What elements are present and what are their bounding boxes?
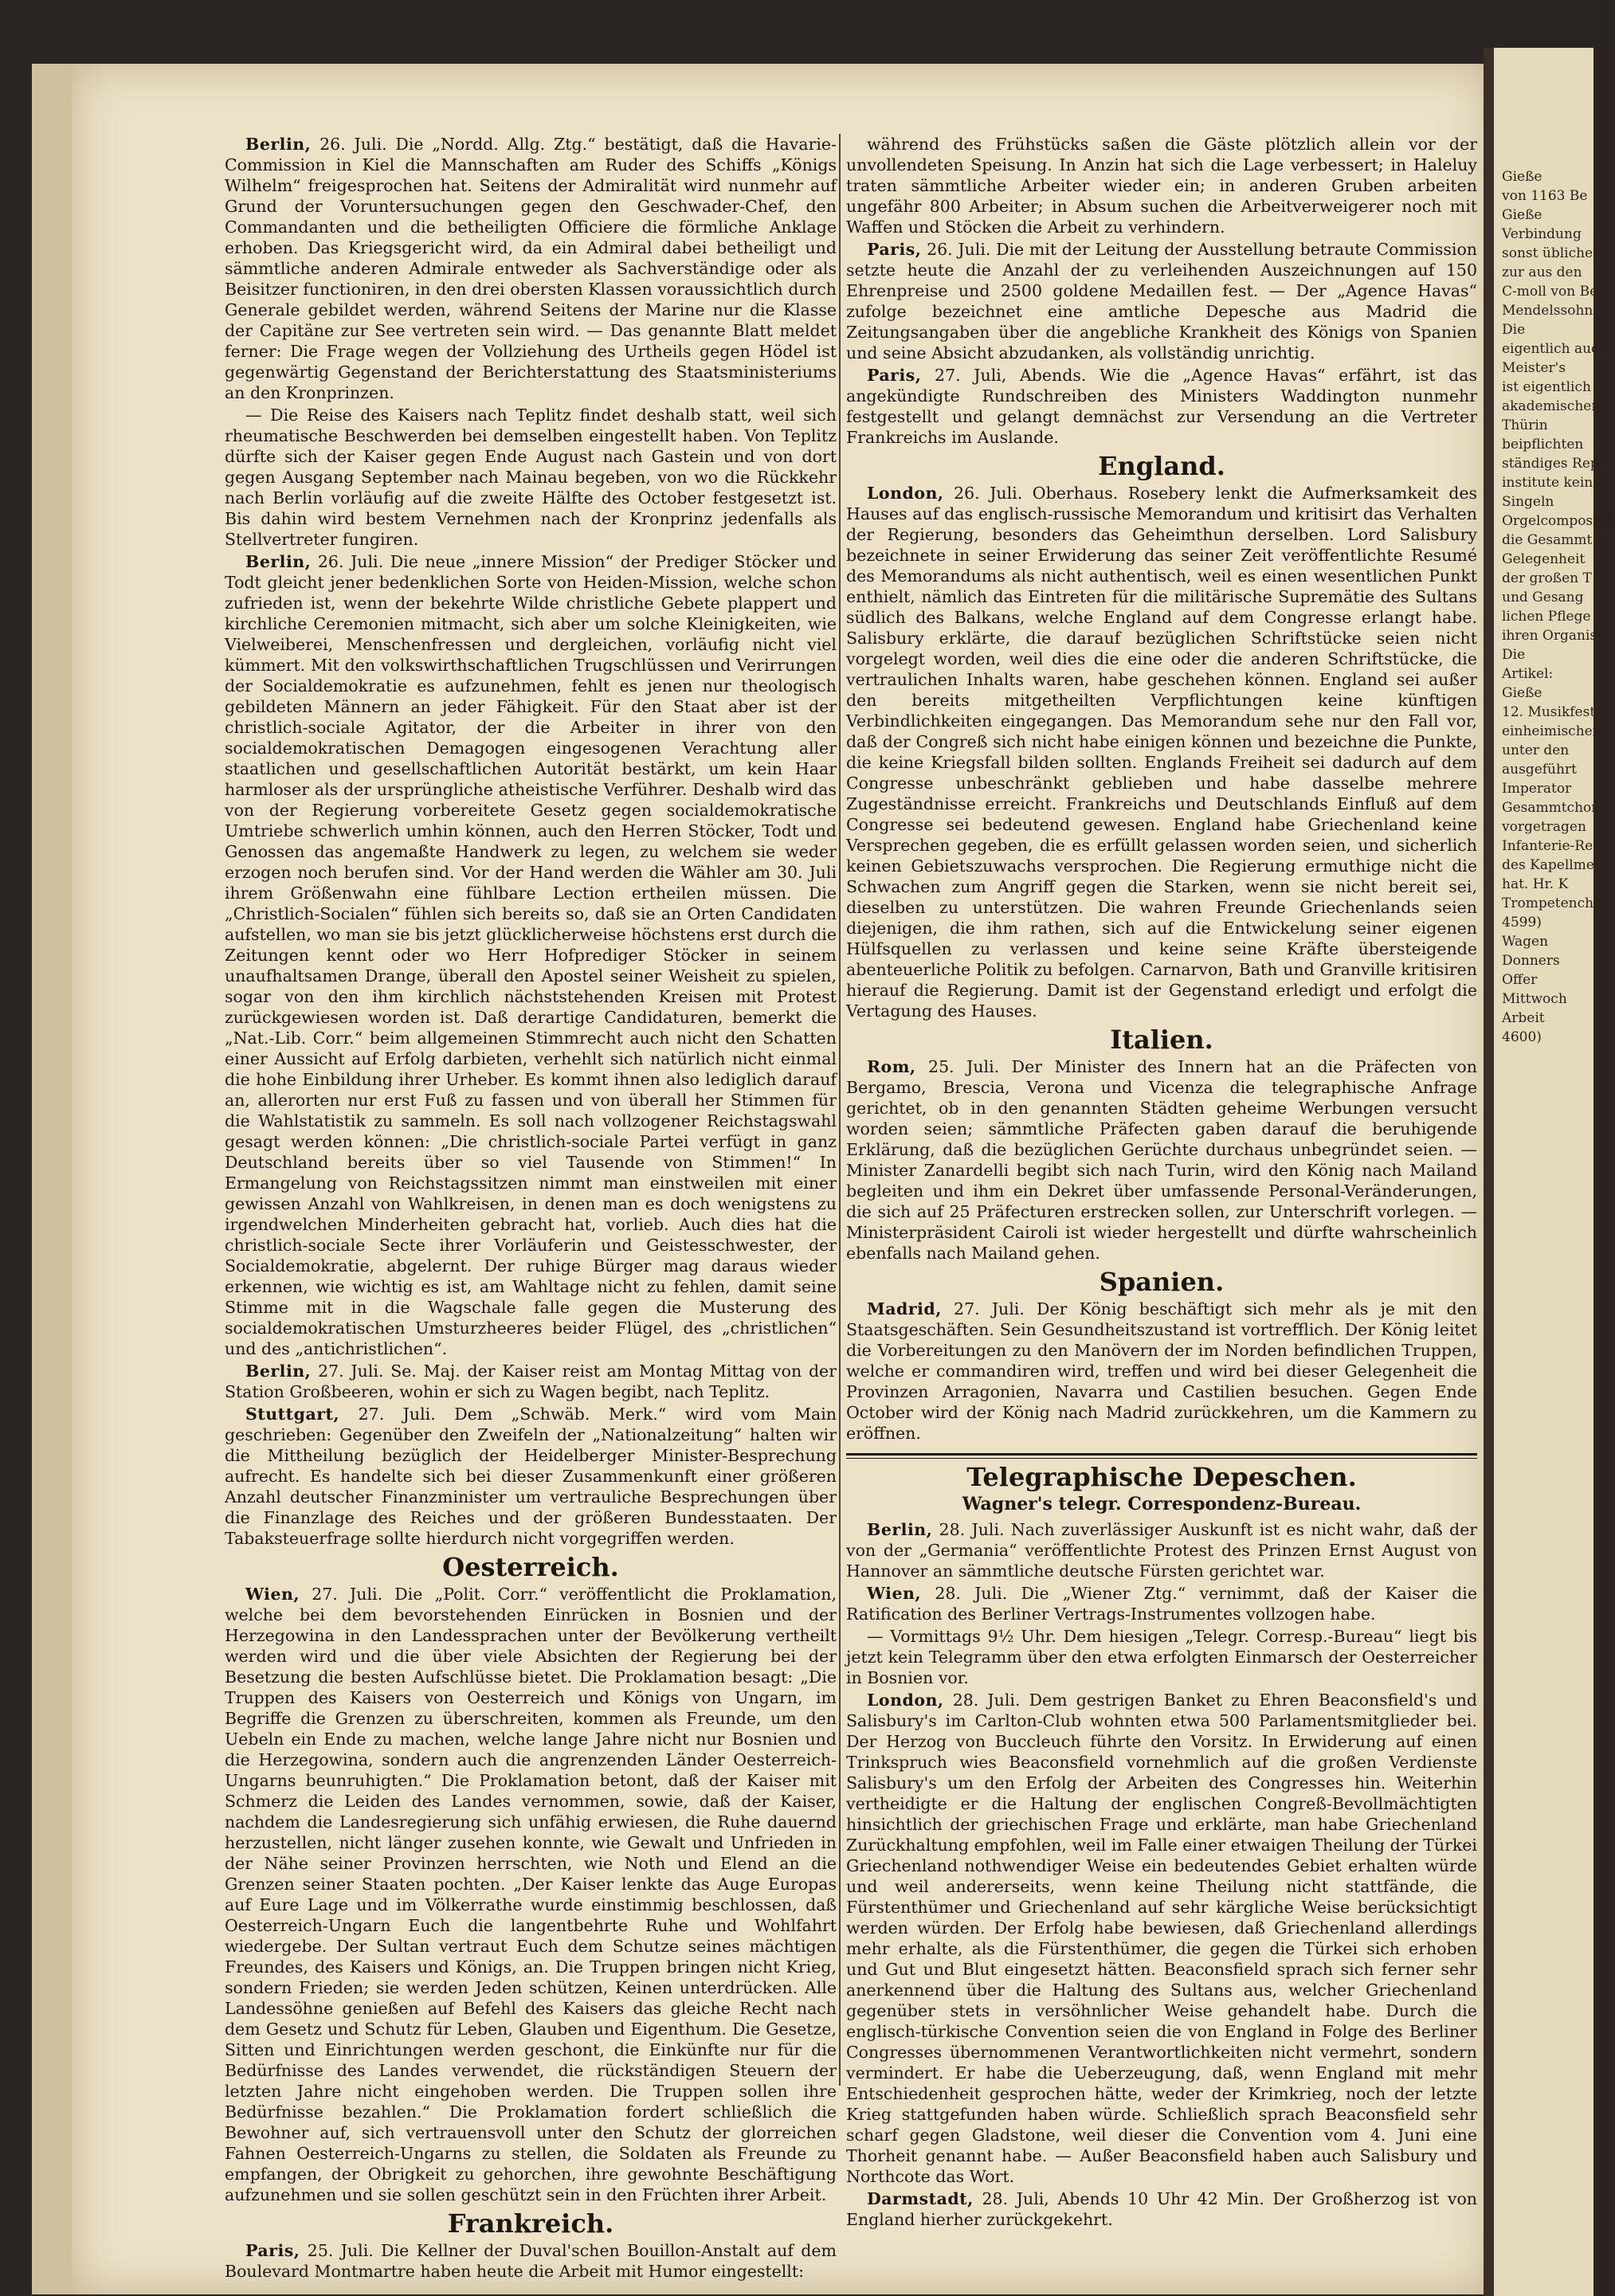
news-item	[846, 134, 1477, 237]
news-item	[846, 1583, 1477, 1624]
news-text: 26. Juli. Die neue „innere Mission“ der Prediger Stöcker und Todt gleicht jener bedenklichen Sorte von Heiden-Mission, welche schon zufrieden ist, wenn der bekehrte Wilde christliche Gebete plappert und kirchliche Ceremonien mitmacht, sich aber um solche Kleinigkeiten, wie Vielweiberei, Menschenfressen und dergleichen, vorläufig nicht viel kümmert. Mit den volkswirthschaftlichen Trugschlüssen und Verirrungen der Socialdemokratie es aufzunehmen, fehlt es jenen nur theologisch gebildeten Männern an jeder Fähigkeit. Für den Staat aber ist der christlich-sociale Agitator, der die Arbeiter in ihrer von den socialdemokratischen Demagogen eingesogenen Verachtung aller staatlichen und gesellschaftlichen Autorität bestärkt, um kein Haar harmloser als der ursprüngliche atheistische Verführer. Deshalb wird das von der Regierung vorbereitete Gesetz gegen socialdemokratische Umtriebe schwerlich umhin können, auch den Herren Stöcker, Todt und Genossen das angemaßte Handwerk zu legen, zu welchem sie weder erzogen noch berufen sind. Vor der Hand werden die Wähler am 30. Juli ihrem Größenwahn eine fühlbare Lection ertheilen müssen. Die „Christlich-Socialen“ fühlen sich bereits so, daß sie an Orten Candidaten aufstellen, wo man sie bis jetzt glücklicherweise höchstens erst durch die Zeitungen kennt oder wo Herr Hofprediger Stöcker in seinem unaufhaltsamen Drange, überall den Apostel seiner Weisheit zu spielen, sogar von den ihm kirchlich nächststehenden Kreisen mit Protest zurückgewiesen worden ist. Daß derartige Candidaturen, bemerkt die „Nat.-Lib. Corr.“ beim allgemeinen Stimmrecht auch nicht den Schatten einer Aussicht auf Erfolg darbieten, verhehlt sich natürlich nicht einmal die hohe Einbildung ihrer Urheber. Es kommt ihnen also lediglich darauf an, allerorten nur erst Fuß zu fassen und von überall her Stimmen für die Wahlstatistik zu sammeln. Es soll nach vollzogener Reichstagswahl gesagt werden können: „Die christlich-sociale Partei verfügt in ganz Deutschland bereits über so viel Tausende von Stimmen!“ In Ermangelung von Reichstagssitzen nimmt man einstweilen mit einer gewissen Anzahl von Wahlkreisen, in denen man es doch wenigstens zu irgendwelchen Minderheiten gebracht hat, vorlieb. Auch dies hat die christlich-sociale Secte ihrer Vorläuferin und Geistesschwester, der Socialdemokratie, abgelernt. Der ruhige Bürger mag daraus wieder erkennen, wie wichtig es ist, am Wahltage nicht zu fehlen, damit seine Stimme mit in die Wagschale falle gegen die Musterung des socialdemokratischen Umsturzheeres beider Flügel, des „christlichen“ und des „antichristlichen“.	[225, 552, 837, 1358]
news-text: 27. Juli. Dem „Schwäb. Merk.“ wird vom Main geschrieben: Gegenüber den Zweifeln der „Nationalzeitung“ halten wir die Mittheilung bezüglich der Heidelberger Minister-Besprechung aufrecht. Es handelte sich bei dieser Zusammenkunft einer größeren Anzahl deutscher Finanzminister um vertrauliche Besprechungen über die Finanzlage des Reiches und der größeren Bundesstaaten. Der Tabaksteuerfrage sollte hierdurch nicht vorgegriffen werden.	[225, 1405, 837, 1548]
dateline-place: Wien,	[245, 1585, 300, 1604]
news-text: 25. Juli. Der Minister des Innern hat an die Präfecten von Bergamo, Brescia, Verona und Vicenza die telegraphische Anfrage gerichtet, ob in den genannten Städten geheime Werbungen versucht worden seien; sämmtliche Präfecten gaben darauf die beruhigende Erklärung, daß die bezüglichen Gerüchte durchaus unbegründet seien. — Minister Zanardelli begibt sich nach Turin, wird den König nach Mailand begleiten und ihm ein Dekret über umfassende Personal-Veränderungen, die sich auf 25 Präfecturen erstrecken sollen, zur Unterschrift vorlegen. — Ministerpräsident Cairoli ist wieder hergestellt und dürfte wahrscheinlich ebenfalls nach Mailand gehen.	[846, 1057, 1477, 1263]
fragment-line: einheimischen	[1502, 723, 1601, 739]
news-text: — Vormittags 9½ Uhr. Dem hiesigen „Telegr. Corresp.-Bureau“ liegt bis jetzt kein Telegramm über den etwa erfolgten Einmarsch der Oesterreicher in Bosnien vor.	[846, 1627, 1477, 1687]
news-text: 28. Juli. Dem gestrigen Banket zu Ehren Beaconsfield's und Salisbury's im Carlton-Club wohnten etwa 500 Parlamentsmitglieder bei. Der Herzog von Buccleuch führte den Vorsitz. In Erwiderung auf einen Trinkspruch wies Beaconsfield vornehmlich auf die großen Verdienste Salisbury's um den Erfolg der Arbeiten des Congresses hin. Weiterhin vertheidigte er die Haltung der englischen Congreß-Bevollmächtigten hinsichtlich der griechischen Frage und erklärte, man habe Griechenland Zurückhaltung empfohlen, weil im Falle einer etwaigen Theilung der Türkei Griechenland nothwendiger Weise ein bedeutendes Gebiet erhalten würde und weil andererseits, wenn keine Theilung nicht stattfände, die Fürstenthümer und Griechenland auf sehr kärgliche Weise berücksichtigt werden würden. Der Erfolg habe bewiesen, daß Griechenland allerdings mehr erhalte, als die Fürstenthümer, die gegen die Türkei sich erhoben und Gut und Blut eingesetzt hätten. Beaconsfield sprach sich ferner sehr anerkennend über die Haltung des Sultans aus, welcher Griechenland gegenüber stets in versöhnlicher Weise gehandelt habe. Durch die englisch-türkische Convention seien die von England in Folge des Berliner Congresses übernommenen Verantwortlichkeiten nicht vermehrt, sondern vermindert. Er habe die Ueberzeugung, daß, wenn England mit mehr Entschiedenheit gesprochen hätte, weder der Krimkrieg, noch der letzte Krieg stattgefunden haben würde. Schließlich sprach Beaconsfield sehr scharf gegen Gladstone, weil dieser die Convention vom 4. Juni eine Thorheit genannt habe. — Außer Beaconsfield haben auch Salisbury und Northcote das Wort.	[846, 1691, 1477, 2186]
previous-page-edge	[32, 64, 72, 2294]
dateline-place: Paris,	[867, 366, 922, 385]
dateline-place: Berlin,	[245, 1362, 312, 1381]
fragment-line: Verbindung	[1502, 226, 1582, 242]
fragment-line: akademischen	[1502, 398, 1601, 414]
section-heading: England.	[1098, 451, 1225, 481]
news-text: 28. Juli. Die „Wiener Ztg.“ vernimmt, daß der Kaiser die Ratification des Berliner Vertrags-Instrumentes vollzogen habe.	[846, 1584, 1477, 1624]
fragment-line: 4600)	[1502, 1029, 1542, 1045]
dateline-place: Madrid,	[867, 1299, 942, 1318]
binding-gutter	[1484, 48, 1495, 2296]
fragment-line: Gieße	[1502, 207, 1542, 223]
fragment-line: sonst üblichen	[1502, 245, 1602, 261]
news-text: während des Frühstücks saßen die Gäste plötzlich allein vor der unvollendeten Speisung. In Anzin hat sich die Lage verbessert; in Haleluy traten sämmtliche Arbeiter wieder ein; in anderen Gruben arbeiten ungefähr 800 Arbeiter; in Absum suchen die Arbeitverweigerer noch mit Waffen und Stöcken die Arbeit zu verhindern.	[846, 135, 1477, 237]
news-item	[846, 1056, 1477, 1264]
news-text: 28. Juli. Nach zuverlässiger Auskunft ist es nicht wahr, daß der von der „Germania“ veröffentlichte Protest des Prinzen Ernst August von Hannover an sämmtliche deutsche Fürsten gerichtet war.	[846, 1520, 1477, 1581]
fragment-line: zur aus den	[1502, 264, 1582, 280]
fragment-line: Gelegenheit	[1502, 551, 1586, 567]
news-item	[225, 1404, 837, 1549]
fragment-line: Offer	[1502, 972, 1538, 988]
section-heading: Telegraphische Depeschen.	[966, 1462, 1357, 1492]
fragment-line: des Kapellmei	[1502, 857, 1599, 873]
fragment-line: hat. Hr. K	[1502, 876, 1569, 892]
fragment-line: Gesammtchor	[1502, 800, 1598, 816]
fragment-line: vorgetragen	[1502, 819, 1586, 835]
news-text: 26. Juli. Die mit der Leitung der Ausstellung betraute Commission setzte heute die Anzahl der zu verleihenden Auszeichnungen auf 150 Ehrenpreise und 2500 goldene Medaillen fest. — Der „Agence Havas“ zufolge bezeichnet eine amtliche Depesche aus Madrid die Zeitungsangaben über die angebliche Krankheit des Königs von Spanien und seine Absicht abzudanken, als vollständig unrichtig.	[846, 240, 1477, 362]
fragment-line: der großen T	[1502, 570, 1592, 586]
fragment-line: Donners	[1502, 953, 1560, 969]
fragment-line: eigentlich auch	[1502, 341, 1608, 357]
fragment-line: ist eigentlich	[1502, 379, 1591, 395]
dateline-place: Darmstadt,	[867, 2189, 974, 2208]
news-text: 25. Juli. Die Kellner der Duval'schen Bouillon-Anstalt auf dem Boulevard Montmartre haben heute die Arbeit mit Humor eingestellt:	[225, 2241, 837, 2281]
fragment-line: ausgeführt	[1502, 762, 1577, 778]
dateline-place: Paris,	[245, 2241, 300, 2260]
fragment-line: ihren Organism	[1502, 628, 1610, 644]
dateline-place: Rom,	[867, 1057, 916, 1076]
left-column	[225, 134, 837, 2283]
news-item	[846, 1299, 1477, 1444]
news-item	[225, 551, 837, 1359]
fragment-line: lichen Pflege	[1502, 609, 1591, 625]
fragment-line: C-moll von Be	[1502, 284, 1598, 300]
fragment-line: Gieße	[1502, 685, 1542, 701]
section-heading: Oesterreich.	[442, 1552, 619, 1582]
dateline-place: Berlin,	[245, 135, 312, 154]
fragment-line: Wagen	[1502, 934, 1549, 950]
fragment-line: Thürin	[1502, 417, 1548, 433]
section-heading: Spanien.	[1099, 1267, 1225, 1297]
fragment-line: beipflichten	[1502, 437, 1584, 453]
fragment-line: und Gesang	[1502, 590, 1584, 605]
fragment-line: Infanterie-Re	[1502, 838, 1593, 854]
fragment-line: institute kein	[1502, 475, 1593, 491]
dateline-place: London,	[867, 1691, 944, 1710]
fragment-line: 4599)	[1502, 915, 1542, 931]
dateline-place: London,	[867, 484, 944, 503]
fragment-line: von 1163 Be	[1502, 188, 1588, 204]
news-text: 26. Juli. Die „Nordd. Allg. Ztg.“ bestätigt, daß die Havarie-Commission in Kiel die Mannschaften am Ruder des Schiffs „Königs Wilhelm“ freigesprochen hat. Seitens der Admiralität wird nunmehr auf Grund der Voruntersuchungen gegen den Geschwader-Chef, den Commandanten und die betheiligten Officiere die förmliche Anklage erhoben. Das Kriegsgericht wird, da ein Admiral dabei betheiligt und sämmtliche anderen Admirale entweder als Sachverständige oder als Beisitzer functioniren, in den drei obersten Klassen voraussichtlich durch Generale gebildet werden, während Seitens der Marine nur die Klasse der Capitäne zur See vertreten sein wird. — Das genannte Blatt meldet ferner: Die Frage wegen der Vollziehung des Urtheils gegen Hödel ist gegenwärtig Gegenstand der Berichterstattung des Staatsministeriums an den Kronprinzen.	[225, 135, 837, 402]
news-item	[846, 1690, 1477, 2187]
news-item	[846, 1519, 1477, 1581]
dateline-place: Berlin,	[245, 552, 312, 571]
fragment-line: Arbeit	[1502, 1010, 1545, 1026]
news-text: 26. Juli. Oberhaus. Rosebery lenkt die Aufmerksamkeit des Hauses auf das englisch-russische Memorandum und kritisirt das Verhalten der Regierung, besonders das Geheimthun derselben. Lord Salisbury bezeichnete in seiner Erwiderung das seiner Zeit veröffentlichte Resumé des Memorandums als nicht authentisch, weil es einen wesentlichen Punkt enthielt, nämlich das Eintreten für die militärische Supremätie des Sultans südlich des Balkans, welche England auf dem Congresse erlangt habe. Salisbury erklärte, die darauf bezüglichen Schriftstücke seien nicht vorgelegt worden, weil dies die eine oder die anderen Schriftstücke, die vertraulichen Inhalts waren, habe geschehen können. England sei außer den bereits mitgetheilten Verpflichtungen keine künftigen Verbindlichkeiten eingegangen. Das Memorandum sehe nur den Fall vor, daß der Congreß sich nicht habe einigen können und bezeichne die Punkte, die keine Kriegsfall bilden sollten. Englands Freiheit sei dadurch auf dem Congresse unbeschränkt geblieben und habe dasselbe mehrere Zugeständnisse erreicht. Frankreichs und Deutschlands Einfluß auf dem Congresse sei bedeutend gewesen. England habe Griechenland keine Versprechen gegeben, die es erfüllt gelassen worden seien, und sicherlich keinen Gebietszuwachs versprochen. Die Regierung ermuthige nicht die Schwachen zum Angriff gegen die Starken, wenn sie nicht bereit sei, dieselben zu unterstützen. Die wahren Freunde Griechenlands seien diejenigen, die ihm rathen, sich auf die Entwickelung seiner eigenen Hülfsquellen zu verlassen und keine seine Kräfte übersteigende abenteuerliche Politik zu befolgen. Carnarvon, Bath und Granville kritisiren hierauf die Regierung. Damit ist der Gegenstand erledigt und erfolgt die Vertagung des Hauses.	[846, 484, 1477, 1021]
fragment-line: Mittwoch	[1502, 991, 1567, 1007]
news-item	[225, 1584, 837, 2205]
section-heading: Italien.	[1110, 1025, 1213, 1055]
section-heading: Frankreich.	[447, 2208, 614, 2239]
next-page-strip	[1494, 48, 1615, 2296]
news-item	[225, 1361, 837, 1402]
section-subheading: Wagner's telegr. Correspondenz-Bureau.	[962, 1494, 1362, 1514]
fragment-line: Die	[1502, 322, 1526, 338]
news-item	[846, 2188, 1477, 2230]
fragment-line: unter den	[1502, 742, 1570, 758]
news-text: — Die Reise des Kaisers nach Teplitz findet deshalb statt, weil sich rheumatische Beschwerden bei demselben eingestellt haben. Von Teplitz dürfte sich der Kaiser gegen Ende August nach Gastein und von dort gegen Ausgang September nach Mainau begeben, von wo die Rückkehr nach Berlin vorläufig auf die zweite Hälfte des October festgesetzt ist. Bis dahin wird bestem Vernehmen nach der Kronprinz jedenfalls als Stellvertreter fungiren.	[225, 406, 837, 549]
fragment-line: Mendelssohn	[1502, 303, 1593, 319]
fragment-line: Trompetenchor	[1502, 895, 1609, 911]
news-item	[846, 365, 1477, 448]
next-page-fragments	[1494, 48, 1615, 1047]
news-text: 28. Juli, Abends 10 Uhr 42 Min. Der Großherzog ist von England hierher zurückgekehrt.	[846, 2189, 1477, 2229]
fragment-line: Artikel:	[1502, 666, 1554, 682]
fragment-line: Die	[1502, 647, 1526, 663]
dateline-place: Wien,	[867, 1584, 922, 1603]
dateline-place: Paris,	[867, 240, 922, 259]
fragment-line: 12. Musikfest	[1502, 704, 1596, 720]
fragment-line: die Gesammt	[1502, 532, 1593, 548]
news-text: 27. Juli. Die „Polit. Corr.“ veröffentlicht die Proklamation, welche bei dem bevorstehenden Einrücken in Bosnien und der Herzegowina in den Landessprachen unter der Bevölkerung vertheilt werden wird und die über viele Absichten der Regierung bei der Besetzung die besten Aufschlüsse bietet. Die Proklamation besagt: „Die Truppen des Kaisers von Oesterreich und Königs von Ungarn, im Begriffe die Grenzen zu überschreiten, kommen als Freunde, um den Uebeln ein Ende zu machen, welche lange Jahre nicht nur Bosnien und die Herzegowina, sondern auch die angrenzenden Länder Oesterreich-Ungarns beunruhigten.“ Die Proklamation betont, daß der Kaiser mit Schmerz die Leiden des Landes vernommen, sowie, daß der Kaiser, nachdem die Landesregierung sich unfähig erwiesen, die Ruhe dauernd herzustellen, nicht länger zusehen konnte, wie Gewalt und Unfrieden in der Nähe seiner Provinzen herrschten, wie Noth und Elend an die Grenzen seiner Staaten pochten. „Der Kaiser lenkte das Auge Europas auf Eure Lage und im Völkerrathe wurde einstimmig beschlossen, daß Oesterreich-Ungarn Euch die langentbehrte Ruhe und Wohlfahrt wiedergebe. Der Sultan vertraut Euch dem Schutze seines mächtigen Freundes, des Kaisers und Königs, an. Die Truppen bringen nicht Krieg, sondern Frieden; sie werden Jeden schützen, Keinen unterdrücken. Alle Landessöhne genießen auf Befehl des Kaisers das gleiche Recht nach dem Gesetz und Schutz für Leben, Glauben und Eigenthum. Die Gesetze, Sitten und Einrichtungen werden geschont, die Einkünfte nur für die Bedürfnisse des Landes verwendet, die rückständigen Steuern der letzten Jahre nicht eingehoben werden. Die Truppen sollen ihre Bedürfnisse bezahlen.“ Die Proklamation fordert schließlich die Bewohner auf, sich vertrauensvoll unter den Schutz der glorreichen Fahnen Oesterreich-Ungarns zu stellen, die Soldaten als Freunde zu empfangen, der Obrigkeit zu gehorchen, ihre gewohnte Beschäftigung aufzunehmen und sie sollen geschützt sein in den Früchten ihrer Arbeit.	[225, 1585, 837, 2204]
fragment-line: Meister's	[1502, 360, 1566, 376]
news-item	[225, 405, 837, 550]
dateline-place: Stuttgart,	[245, 1405, 340, 1424]
news-text: 27. Juli, Abends. Wie die „Agence Havas“ erfährt, ist das angekündigte Rundschreiben des Ministers Waddington nunmehr festgestellt und gelangt demnächst zur Versendung an die Vertreter Frankreichs im Auslande.	[846, 366, 1477, 447]
news-item	[846, 483, 1477, 1021]
right-column	[846, 134, 1477, 2231]
news-item	[846, 239, 1477, 363]
news-text: 27. Juli. Se. Maj. der Kaiser reist am Montag Mittag von der Station Großbeeren, wohin er sich zu Wagen begibt, nach Teplitz.	[225, 1362, 837, 1401]
news-text: 27. Juli. Der König beschäftigt sich mehr als je mit den Staatsgeschäften. Sein Gesundheitszustand ist vortrefflich. Der König leitet die Vorbereitungen zu den Manövern der im Norden befindlichen Truppen, welche er commandiren wird, treffen und wird bei dieser Gelegenheit die Provinzen Arragonien, Navarra und Castilien besuchen. Gegen Ende October wird der König nach Madrid zurückkehren, um die Kammern zu eröffnen.	[846, 1299, 1477, 1443]
news-item	[225, 2240, 837, 2282]
news-item	[846, 1626, 1477, 1688]
fragment-line: Imperator	[1502, 781, 1572, 797]
fragment-line: ständiges Repe	[1502, 456, 1607, 472]
column-divider	[839, 134, 841, 2086]
news-item	[225, 134, 837, 403]
fragment-line: Orgelcompositio	[1502, 513, 1615, 529]
dateline-place: Berlin,	[867, 1520, 933, 1539]
section-rule	[846, 1453, 1477, 1459]
fragment-line: Gieße	[1502, 169, 1542, 185]
fragment-line: Singeln	[1502, 494, 1554, 510]
